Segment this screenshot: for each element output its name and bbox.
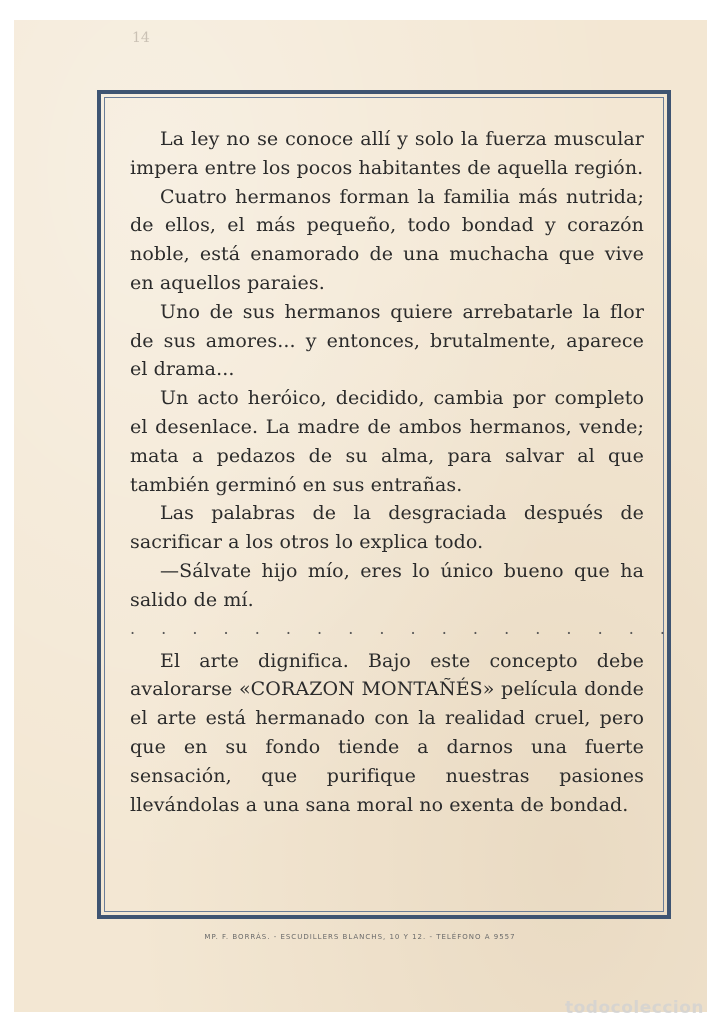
- paragraph-4: Un acto heróico, decidido, cambia por completo el desenlace. La madre de ambos hermanos, vende; mata a pedazos de su alma, para salvar al que también germinó en sus entrañas.: [130, 387, 644, 496]
- paragraph-1: La ley no se conoce allí y solo la fuerza muscular impera entre los pocos habitantes de aquella región.: [130, 128, 644, 179]
- paragraph-5: Las palabras de la desgraciada después de sacrificar a los otros lo explica todo.: [130, 502, 644, 554]
- printer-imprint: MP. F. BORRÁS. - ESCUDILLERS BLANCHS, 10 Y 12. - TELÉFONO A 9557: [204, 933, 516, 941]
- synopsis-text: [130, 125, 676, 819]
- paragraph-6: —Sálvate hijo mío, eres lo único bueno que ha salido de mí.: [130, 559, 644, 611]
- paragraph-2: Cuatro hermanos forman la familia más nutrida; de ellos, el más pequeño, todo bondad y corazón noble, está enamorado de una muchacha que vive en aquellos paraies.: [130, 185, 644, 294]
- separator-text: . . . . . . . . . . . . . . . . . .: [130, 618, 676, 638]
- dotted-separator: [130, 618, 676, 639]
- paragraph-3: Uno de sus hermanos quiere arrebatarle la flor de sus amores... y entonces, brutalmente, aparece el drama...: [130, 300, 644, 381]
- pencil-mark: 14: [132, 30, 150, 46]
- paragraph-7: El arte dignifica. Bajo este concepto debe avalorarse «CORAZON MONTAÑÉS» película donde el arte está hermanado con la realidad cruel, pero que en su fondo tiende a darnos una fuerte sensación, que purifique nuestras pasiones llevándolas a una sana moral no exenta de bondad.: [130, 649, 644, 816]
- watermark-logo: todocoleccion: [564, 998, 704, 1018]
